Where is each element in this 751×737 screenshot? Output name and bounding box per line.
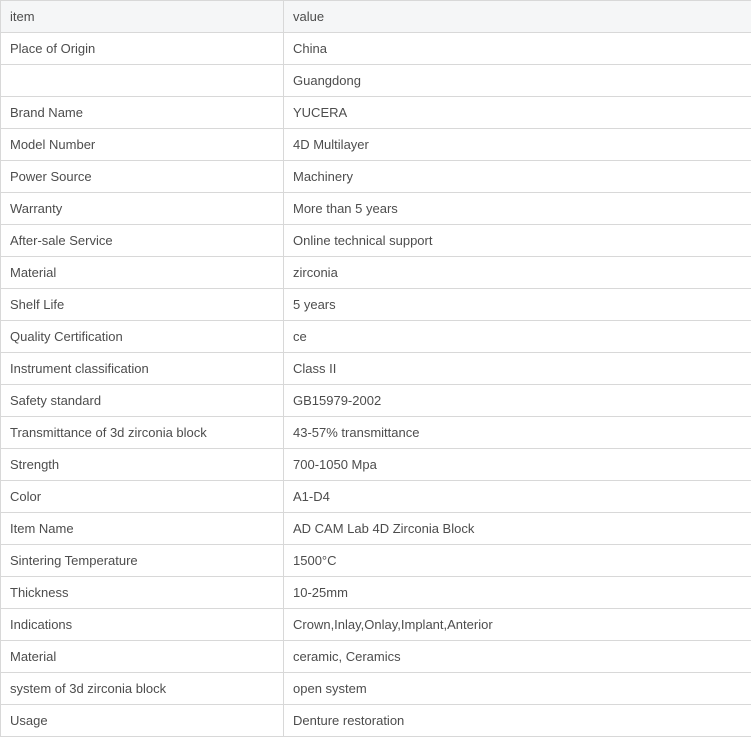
spec-row	[1, 545, 751, 577]
item-cell: Instrument classification	[1, 353, 284, 385]
item-cell: Color	[1, 481, 284, 513]
spec-row	[1, 353, 751, 385]
spec-row	[1, 513, 751, 545]
item-cell: Item Name	[1, 513, 284, 545]
item-column-header: item	[1, 1, 284, 33]
item-cell: Power Source	[1, 161, 284, 193]
value-cell: 5 years	[284, 289, 751, 321]
item-cell: Brand Name	[1, 97, 284, 129]
spec-table-header	[1, 1, 751, 33]
value-cell: China	[284, 33, 751, 65]
value-cell: open system	[284, 673, 751, 705]
spec-row	[1, 33, 751, 65]
item-cell: Material	[1, 257, 284, 289]
spec-row	[1, 289, 751, 321]
item-cell: Transmittance of 3d zirconia block	[1, 417, 284, 449]
item-cell: Warranty	[1, 193, 284, 225]
item-cell: Indications	[1, 609, 284, 641]
spec-row	[1, 65, 751, 97]
value-cell: 10-25mm	[284, 577, 751, 609]
spec-row	[1, 161, 751, 193]
spec-row	[1, 257, 751, 289]
item-cell: Safety standard	[1, 385, 284, 417]
value-cell: 4D Multilayer	[284, 129, 751, 161]
value-cell: A1-D4	[284, 481, 751, 513]
spec-row	[1, 673, 751, 705]
spec-row	[1, 97, 751, 129]
value-cell: YUCERA	[284, 97, 751, 129]
item-cell: system of 3d zirconia block	[1, 673, 284, 705]
item-cell	[1, 65, 284, 97]
spec-row	[1, 129, 751, 161]
spec-row	[1, 609, 751, 641]
value-cell: AD CAM Lab 4D Zirconia Block	[284, 513, 751, 545]
spec-row	[1, 193, 751, 225]
header-row	[1, 1, 751, 33]
item-cell: Shelf Life	[1, 289, 284, 321]
item-cell: Material	[1, 641, 284, 673]
spec-row	[1, 705, 751, 737]
item-cell: Model Number	[1, 129, 284, 161]
spec-row	[1, 385, 751, 417]
value-cell: zirconia	[284, 257, 751, 289]
value-cell: More than 5 years	[284, 193, 751, 225]
spec-table-body	[1, 33, 751, 737]
value-cell: Online technical support	[284, 225, 751, 257]
spec-row	[1, 321, 751, 353]
item-cell: Place of Origin	[1, 33, 284, 65]
spec-row	[1, 449, 751, 481]
value-cell: GB15979-2002	[284, 385, 751, 417]
value-cell: Machinery	[284, 161, 751, 193]
value-cell: 43-57% transmittance	[284, 417, 751, 449]
item-cell: Usage	[1, 705, 284, 737]
value-cell: Denture restoration	[284, 705, 751, 737]
value-cell: 1500°C	[284, 545, 751, 577]
item-cell: Thickness	[1, 577, 284, 609]
value-cell: Guangdong	[284, 65, 751, 97]
item-cell: After-sale Service	[1, 225, 284, 257]
value-cell: ce	[284, 321, 751, 353]
item-cell: Sintering Temperature	[1, 545, 284, 577]
item-cell: Quality Certification	[1, 321, 284, 353]
value-cell: 700-1050 Mpa	[284, 449, 751, 481]
value-cell: Class II	[284, 353, 751, 385]
spec-row	[1, 481, 751, 513]
spec-row	[1, 577, 751, 609]
value-cell: ceramic, Ceramics	[284, 641, 751, 673]
value-cell: Crown,Inlay,Onlay,Implant,Anterior	[284, 609, 751, 641]
item-cell: Strength	[1, 449, 284, 481]
spec-row	[1, 225, 751, 257]
spec-row	[1, 641, 751, 673]
spec-row	[1, 417, 751, 449]
value-column-header: value	[284, 1, 751, 33]
